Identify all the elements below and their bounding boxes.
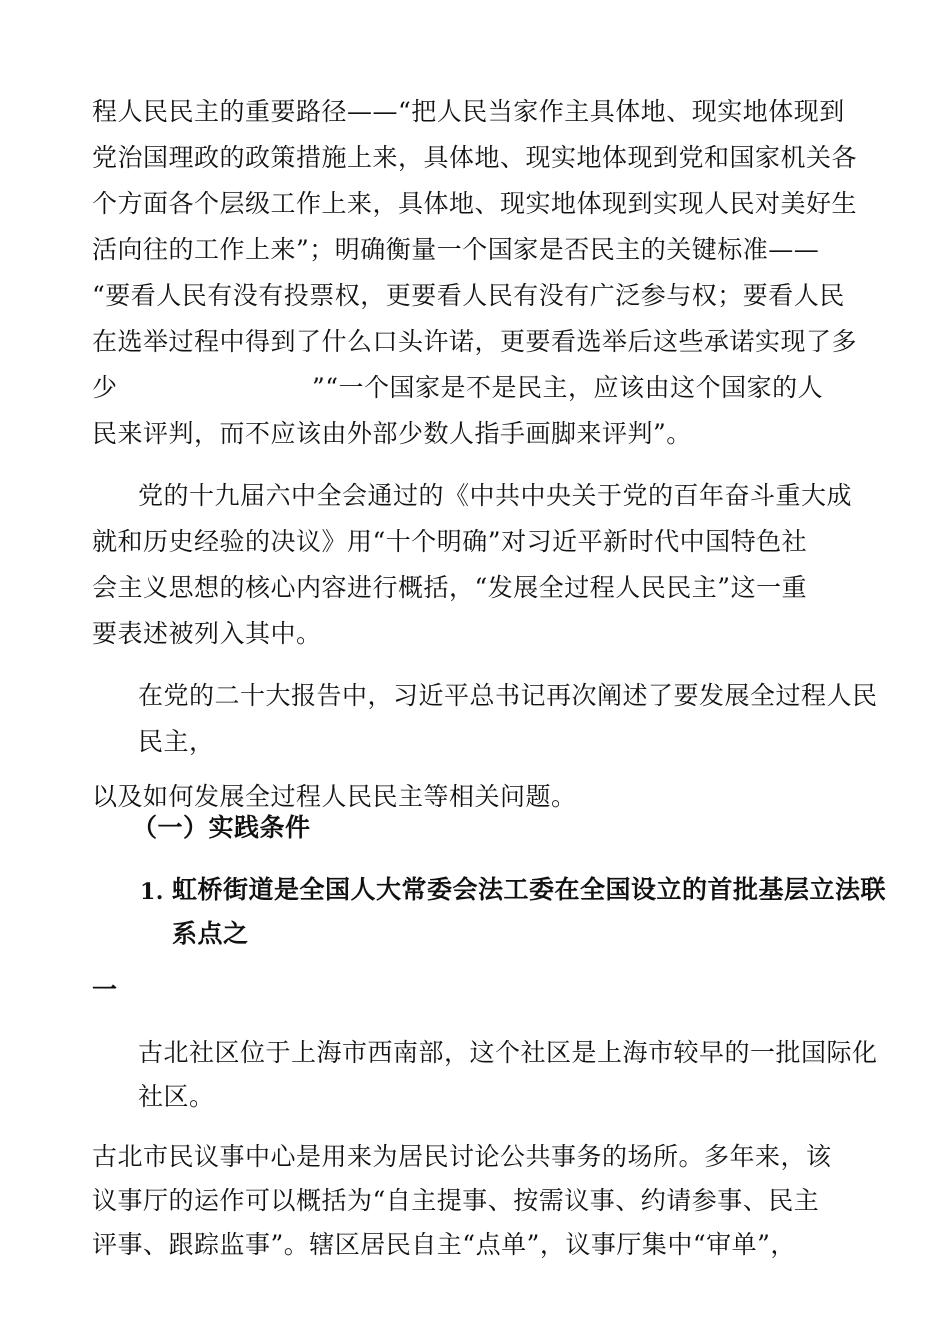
text-line: 评事、跟踪监事”。辖区居民自主“点单”，议事厅集中“审单”， — [92, 1230, 796, 1259]
text-line: 活向往的工作上来”；明确衡量一个国家是否民主的关键标准—— — [92, 235, 820, 264]
text-line: 社区。 — [138, 1082, 215, 1111]
text-line: 在党的二十大报告中，习近平总书记再次阐述了要发展全过程人民 — [138, 681, 878, 710]
heading-number: 1. — [140, 879, 164, 905]
text-line: ”“一个国家是不是民主，应该由这个国家的人 — [312, 373, 824, 402]
text-line: 议事厅的运作可以概括为“自主提事、按需议事、约请参事、民主 — [92, 1186, 820, 1215]
text-line: 党治国理政的政策措施上来，具体地、现实地体现到党和国家机关各 — [92, 143, 858, 172]
text-line: 民主， — [138, 727, 215, 756]
text-line: 民来评判，而不应该由外部少数人指手画脚来评判”。 — [92, 419, 692, 448]
text-line: 古北市民议事中心是用来为居民讨论公共事务的场所。多年来，该 — [92, 1142, 832, 1171]
text-line: 以及如何发展全过程人民民主等相关问题。 — [92, 782, 577, 811]
text-line: 就和历史经验的决议》用“十个明确”对习近平新时代中国特色社 — [92, 527, 808, 556]
heading-line: 一 — [92, 975, 118, 1004]
text-line: 程人民民主的重要路径——“把人民当家作主具体地、现实地体现到 — [92, 97, 845, 126]
text-line: 古北社区位于上海市西南部，这个社区是上海市较早的一批国际化 — [138, 1038, 878, 1067]
text-line: 会主义思想的核心内容进行概括，“发展全过程人民民主”这一重 — [92, 573, 808, 602]
heading-line: 系点之 — [172, 919, 249, 948]
text-line: 要表述被列入其中。 — [92, 619, 322, 648]
section-heading: （一）实践条件 — [132, 813, 311, 842]
text-line: 党的十九届六中全会通过的《中共中央关于党的百年奋斗重大成 — [138, 481, 853, 510]
text-line: 个方面各个层级工作上来，具体地、现实地体现到实现人民对美好生 — [92, 189, 858, 218]
text-line: “要看人民有没有投票权，更要看人民有没有广泛参与权；要看人民 — [92, 281, 845, 310]
text-line: 少 — [92, 373, 118, 402]
heading-line: 虹桥街道是全国人大常委会法工委在全国设立的首批基层立法联 — [172, 875, 887, 904]
text-line: 在选举过程中得到了什么口头许诺，更要看选举后这些承诺实现了多 — [92, 327, 858, 356]
